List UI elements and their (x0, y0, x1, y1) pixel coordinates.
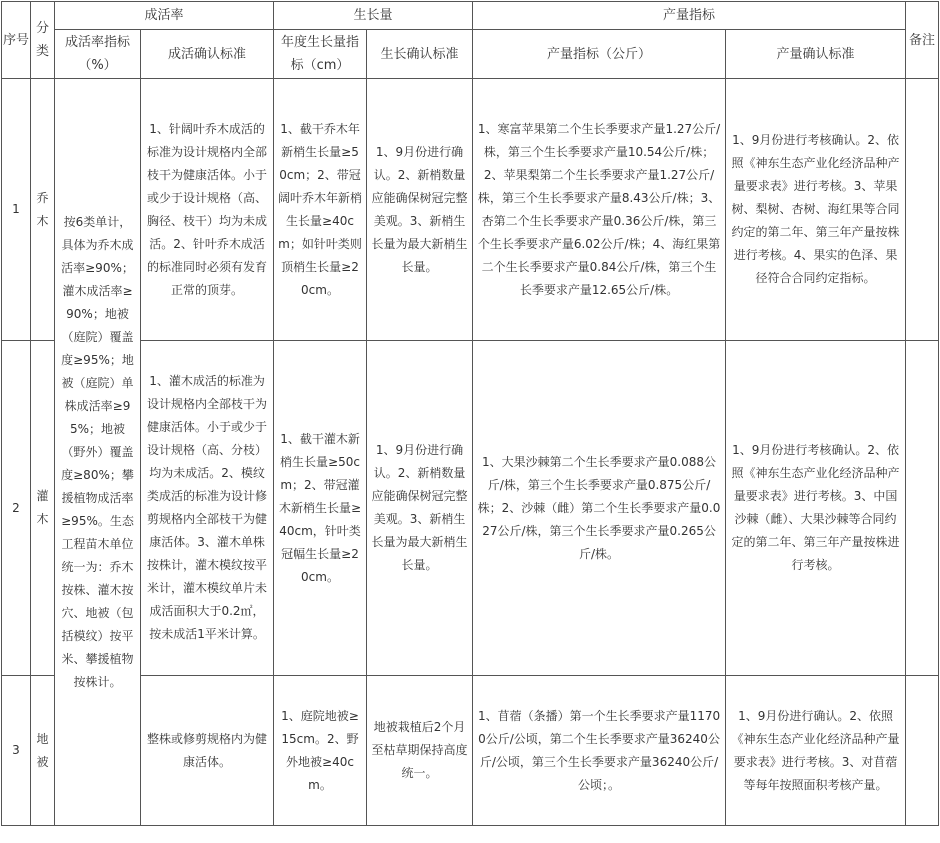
table-row (2, 341, 939, 676)
growth-standard-cell: 地被栽植后2个月至枯草期保持高度统一。 (367, 676, 473, 826)
row-seq: 3 (2, 676, 31, 826)
survival-index-cell: 按6类单计，具体为乔木成活率≥90%；灌木成活率≥90%；地被（庭院）覆盖度≥95%；地被（庭院）单株成活率≥95%；地被（野外）覆盖度≥80%；攀援植物成活率≥95%。生态工程苗木单位统一为：乔木按株、灌木按穴、地被（包括模纹）按平米、攀援植物按株计。 (55, 79, 141, 826)
header-growth-group: 生长量 (274, 2, 473, 30)
header-yield-group: 产量指标 (473, 2, 906, 30)
yield-index-cell: 1、寒富苹果第二个生长季要求产量1.27公斤/株，第三个生长季要求产量10.54公斤/株；2、苹果梨第二个生长季要求产量1.27公斤/株，第三个生长季要求产量8.43公斤/株；3、杏第二个生长季要求产量0.36公斤/株，第三个生长季要求产量6.02公斤/株；4、海红果第二个生长季要求产量0.84公斤/株，第三个生长季要求产量12.65公斤/株。 (473, 79, 726, 341)
table-row (2, 79, 939, 341)
growth-standard-cell: 1、9月份进行确认。2、新梢数量应能确保树冠完整美观。3、新梢生长量为最大新梢生长量。 (367, 341, 473, 676)
remark-cell (906, 341, 939, 676)
header-category: 分类 (31, 2, 55, 79)
remark-cell (906, 676, 939, 826)
row-category: 乔木 (31, 79, 55, 341)
row-category: 地被 (31, 676, 55, 826)
yield-standard-cell: 1、9月份进行考核确认。2、依照《神东生态产业化经济品种产量要求表》进行考核。3、苹果树、梨树、杏树、海红果等合同约定的第二年、第三年产量按株进行考核。4、果实的色泽、果径符合合同约定指标。 (726, 79, 906, 341)
yield-standard-cell: 1、9月份进行确认。2、依照《神东生态产业化经济品种产量要求表》进行考核。3、对苜蓿等每年按照面积考核产量。 (726, 676, 906, 826)
header-survival-group: 成活率 (55, 2, 274, 30)
growth-standard-cell: 1、9月份进行确认。2、新梢数量应能确保树冠完整美观。3、新梢生长量为最大新梢生长量。 (367, 79, 473, 341)
survival-standard-cell: 1、灌木成活的标准为设计规格内全部枝干为健康活体。小于或少于设计规格（高、分枝）均为未成活。2、模纹类成活的标准为设计修剪规格内全部枝干为健康活体。3、灌木单株按株计，灌木模纹按平米计，灌木模纹单片未成活面积大于0.2㎡，按未成活1平米计算。 (141, 341, 274, 676)
standards-table (1, 1, 939, 826)
remark-cell (906, 79, 939, 341)
header-annual-growth: 年度生长量指标（cm） (274, 30, 367, 79)
header-remark: 备注 (906, 2, 939, 79)
header-yield-standard: 产量确认标准 (726, 30, 906, 79)
header-survival-standard: 成活确认标准 (141, 30, 274, 79)
yield-index-cell: 1、大果沙棘第二个生长季要求产量0.088公斤/株，第三个生长季要求产量0.875公斤/株；2、沙棘（雌）第二个生长季要求产量0.027公斤/株，第三个生长季要求产量0.265公斤/株。 (473, 341, 726, 676)
header-seq: 序号 (2, 2, 31, 79)
header-survival-index: 成活率指标（%） (55, 30, 141, 79)
annual-growth-cell: 1、庭院地被≥15cm。2、野外地被≥40cm。 (274, 676, 367, 826)
yield-index-cell: 1、苜蓿（条播）第一个生长季要求产量11700公斤/公顷，第二个生长季要求产量36240公斤/公顷，第三个生长季要求产量36240公斤/公顷；。 (473, 676, 726, 826)
header-growth-standard: 生长确认标准 (367, 30, 473, 79)
yield-standard-cell: 1、9月份进行考核确认。2、依照《神东生态产业化经济品种产量要求表》进行考核。3、中国沙棘（雌）、大果沙棘等合同约定的第二年、第三年产量按株进行考核。 (726, 341, 906, 676)
row-seq: 2 (2, 341, 31, 676)
table-row (2, 676, 939, 826)
header-yield-index: 产量指标（公斤） (473, 30, 726, 79)
annual-growth-cell: 1、截干乔木年新梢生长量≥50cm；2、带冠阔叶乔木年新梢生长量≥40cm；如针叶类则顶梢生长量≥20cm。 (274, 79, 367, 341)
row-seq: 1 (2, 79, 31, 341)
row-category: 灌木 (31, 341, 55, 676)
survival-standard-cell: 整株或修剪规格内为健康活体。 (141, 676, 274, 826)
survival-standard-cell: 1、针阔叶乔木成活的标准为设计规格内全部枝干为健康活体。小于或少于设计规格（高、胸径、枝干）均为未成活。2、针叶乔木成活的标准同时必须有发育正常的顶芽。 (141, 79, 274, 341)
annual-growth-cell: 1、截干灌木新梢生长量≥50cm；2、带冠灌木新梢生长量≥40cm，针叶类冠幅生长量≥20cm。 (274, 341, 367, 676)
